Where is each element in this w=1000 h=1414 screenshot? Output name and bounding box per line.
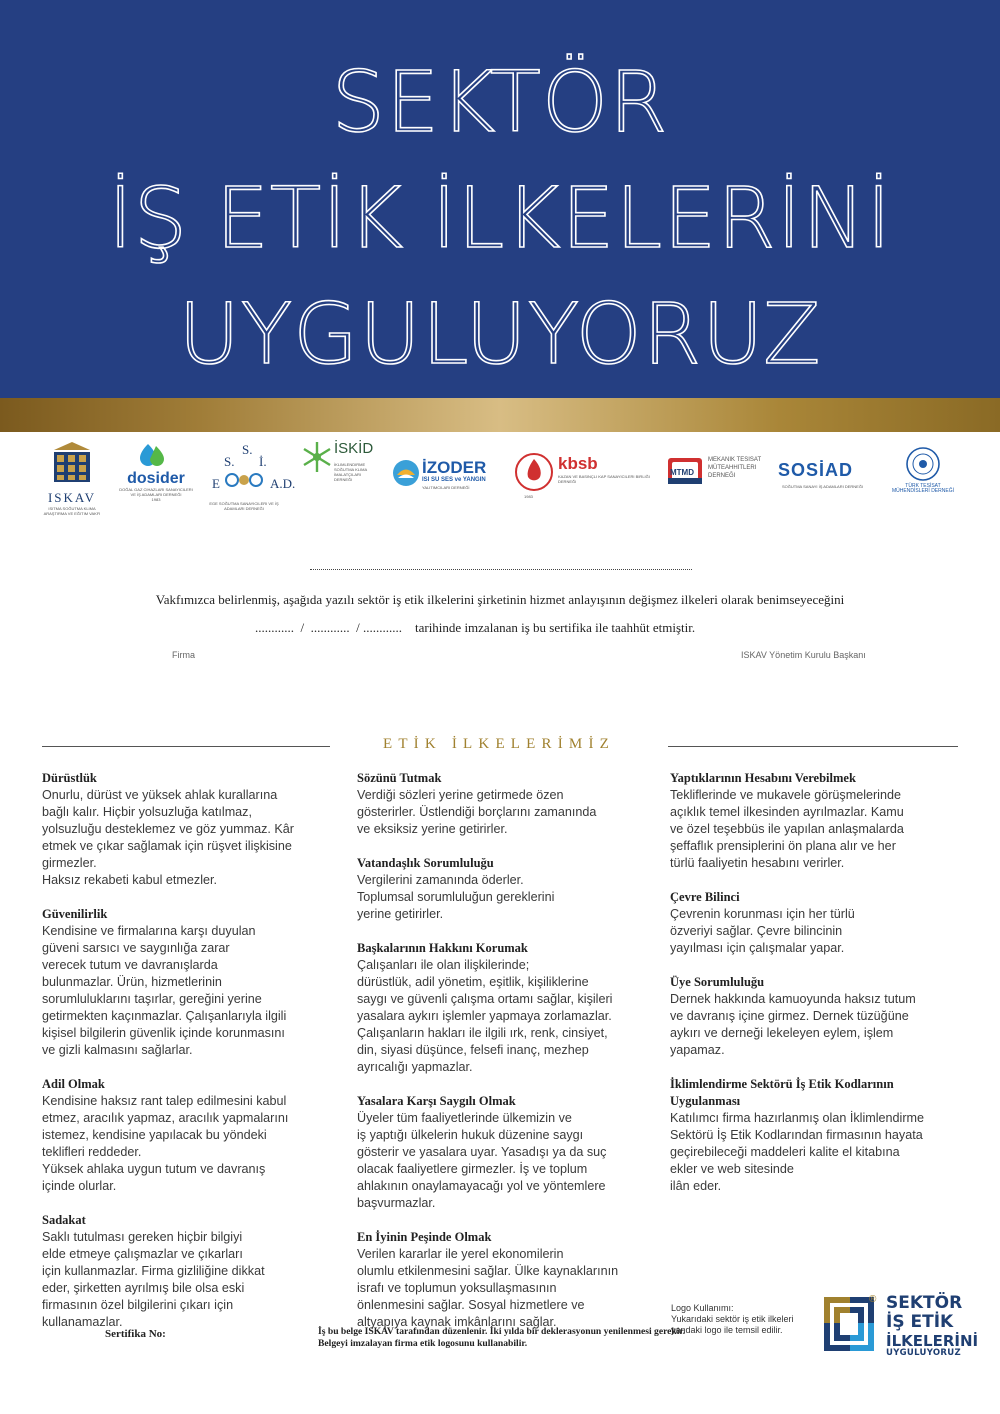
hero-title-line-2: İŞ ETİK İLKELERİNİ bbox=[107, 169, 893, 267]
principle-text: Onurlu, dürüst ve yüksek ahlak kurallarına bağlı kalır. Hiçbir yolsuzluğa katılmaz, yolsuzluğu desteklemez ve göz yummaz. Kâr etmek ve çıkar sağlamak için rüşvet ilişkisine girmezler. Haksız rekabeti kabul etmezler. bbox=[42, 788, 294, 887]
svg-text:A.D.: A.D. bbox=[270, 476, 296, 491]
svg-text:S.: S. bbox=[242, 442, 253, 457]
principle-text: Kendisine ve firmalarına karşı duyulan güveni sarsıcı ve saygınlığa zarar verecek tutum ve davranışlarda bulunmazlar. Ürün, hizmetlerinin sorumluluklarını taşırlar, gereğini yerine getirmekten kaçınmazlar. Çalışanlarıyla ilgili kişisel bilgilerin güvenlik içinde korunmasını ve gizli kalmasını sağlarlar. bbox=[42, 924, 287, 1057]
commitment-text-2-tail: tarihinde imzalanan iş bu sertifika ile taahhüt etmiştir. bbox=[414, 620, 696, 635]
logo-usage-text: Yukarıdaki sektör iş etik ilkeleri yandaki logo ile temsil edilir. bbox=[671, 1314, 794, 1335]
logo-iskid bbox=[302, 440, 372, 512]
logo-ttmd bbox=[886, 440, 960, 512]
principle-title: Yaptıklarının Hesabını Verebilmek bbox=[670, 771, 856, 785]
svg-text:S.: S. bbox=[224, 454, 235, 469]
logo-ttmd-sub: TÜRK TESİSAT MÜHENDİSLERİ DERNEĞİ bbox=[892, 483, 954, 494]
principle-item bbox=[670, 770, 960, 872]
logo-kbsb-year: 1983 bbox=[524, 494, 533, 499]
commitment-text-1: Vakfımızca belirlenmiş, aşağıda yazılı sektör iş etik ilkelerini şirketinin hizmet anlayışının değişmez ilkeleri olarak benimseyeceğini bbox=[155, 592, 845, 607]
logo-izoder-sub: YALITIMCILARI DERNEĞİ bbox=[422, 485, 470, 490]
footer-note-line-2: Belgeyi imzalayan firma etik logosunu kullanabilir. bbox=[318, 1338, 528, 1349]
principle-text: Saklı tutulması gereken hiçbir bilgiyi elde etmeye çalışmazlar ve çıkarları için kullanmazlar. Firma gizliliğine dikkat eder, şirketten ayrılmış bile olsa eski firmasının özel bilgilerini çıkarı için kullanamazlar. bbox=[42, 1230, 265, 1329]
ethics-brand-logo bbox=[822, 1292, 979, 1358]
signature-firm-label: Firma bbox=[172, 650, 195, 660]
logo-mtmd-name: MTMD bbox=[670, 468, 694, 477]
logo-izoder bbox=[392, 440, 496, 512]
dosider-drop-icon bbox=[118, 440, 194, 466]
company-name-blank bbox=[310, 560, 692, 570]
principle-title: İklimlendirme Sektörü İş Etik Kodlarının Uygulanması bbox=[670, 1077, 894, 1108]
principle-title: Sadakat bbox=[42, 1213, 86, 1227]
principle-title: Sözünü Tutmak bbox=[357, 771, 442, 785]
logo-dosider-name: dosider bbox=[127, 470, 185, 487]
logo-iskid-sub: İKLIMLENDIRME SOĞUTMA KLIMA İMALATÇILARI DERNEĞI bbox=[334, 462, 367, 482]
principle-item bbox=[357, 770, 639, 838]
registered-mark: ® bbox=[869, 1294, 877, 1305]
principles-column-2 bbox=[357, 770, 639, 1348]
association-logos bbox=[40, 440, 960, 516]
logo-iskid-name: İSKİD bbox=[334, 440, 374, 457]
principle-text: Katılımcı firma hazırlanmış olan İklimlendirme Sektörü İş Etik Kodlarından firmasının hayata geçirebileceği maddeleri kalite el kitabına ekler ve web sitesinde ilân eder. bbox=[670, 1111, 925, 1193]
principle-item bbox=[670, 974, 960, 1059]
logo-dosider-sub: DOĞAL GAZ CIHAZLARI SANAYICILERI VE İŞ ADAMLARI DERNEĞI bbox=[119, 487, 193, 497]
hero-title-line-3: UYGULUYORUZ bbox=[178, 285, 822, 383]
header-rule-left bbox=[42, 746, 330, 747]
principle-text: Kendisine haksız rant talep edilmesini kabul etmez, aracılık yapmaz, aracılık yapmalarını istemez, kendisine yapılacak bu yöndeki teklifleri reddeder. Yüksek ahlaka uygun tutum ve davranış içinde olurlar. bbox=[42, 1094, 289, 1193]
principle-item bbox=[42, 906, 324, 1059]
logo-essiad bbox=[202, 440, 296, 512]
logo-sosiad-name: SOSİAD bbox=[778, 460, 854, 480]
principle-text: Vergilerini zamanında öderler. Toplumsal sorumluluğun gereklerini yerine getirirler. bbox=[357, 873, 555, 921]
principle-item bbox=[42, 1076, 324, 1195]
hero-title bbox=[0, 44, 1000, 392]
essiad-snowflake-icon bbox=[202, 440, 296, 494]
principle-text: Dernek hakkında kamuoyunda haksız tutum ve davranış içine girmez. Dernek tüzüğüne aykırı ve derneği lekeleyen eylem, işlem yapamaz. bbox=[670, 992, 916, 1057]
hero-title-line-1: SEKTÖR bbox=[331, 53, 669, 151]
principle-text: Verdiği sözleri yerine getirmede özen gösterirler. Üstlendiği borçlarını zamanında ve eksiksiz yerine getirirler. bbox=[357, 788, 597, 836]
logo-mtmd-sub: MEKANIK TESISAT MÜTEAHHITLERI DERNEĞI bbox=[708, 457, 762, 479]
footer-note-line-1: İş bu belge ISKAV tarafından düzenlenir. İki yılda bir deklerasyonun yenilenmesi gerekir. bbox=[318, 1326, 686, 1337]
svg-text:E: E bbox=[212, 476, 220, 491]
commitment-text-2 bbox=[255, 620, 775, 636]
principle-item bbox=[670, 1076, 960, 1195]
principle-item bbox=[357, 940, 639, 1076]
footer-note bbox=[318, 1326, 788, 1350]
brand-line-2: İŞ ETİK bbox=[886, 1312, 954, 1332]
principle-text: Üyeler tüm faaliyetlerinde ülkemizin ve iş yaptığı ülkelerin hukuk düzenine saygı gösterir ve yasalara uyar. Yasadışı ya da suç olacak faaliyetlere girmezler. İş ve toplum ahlakının onaylamayacağı yol ve yöntemlere başvurmazlar. bbox=[357, 1111, 607, 1210]
principle-item bbox=[357, 1229, 639, 1331]
principle-text: Verilen kararlar ile yerel ekonomilerin olumlu etkilenmesini sağlar. Ülke kaynaklarının israfı ve toplumun yoksullaşmasının önlenmesini sağlar. Sosyal hizmetlere ve altyapıya kaynak imkânlarını sağlar. bbox=[357, 1247, 619, 1329]
principle-title: Vatandaşlık Sorumluluğu bbox=[357, 856, 494, 870]
logo-usage-heading: Logo Kullanımı: bbox=[671, 1303, 734, 1313]
logo-sosiad-sub: SOĞUTMA SANAYI İŞ ADAMLARI DERNEĞI bbox=[782, 484, 864, 489]
gold-divider-band bbox=[0, 398, 1000, 432]
principle-text: Çevrenin korunması için her türlü özveriyi sağlar. Çevre bilincinin yayılması için çalışmalar yapar. bbox=[670, 907, 855, 955]
principle-item bbox=[357, 855, 639, 923]
principle-title: Dürüstlük bbox=[42, 771, 97, 785]
brand-line-3: İLKELERİNİ bbox=[886, 1332, 979, 1350]
logo-iskav-name: ISKAV bbox=[47, 490, 97, 505]
principle-item bbox=[42, 770, 324, 889]
iskid-snowflake-icon bbox=[302, 440, 332, 474]
principle-text: Çalışanları ile olan ilişkilerinde; dürüstlük, adil yönetim, eşitlik, kişiliklerine saygı ve güvenli çalışma ortamı sağlar, kişileri yasalara aykırı işlemler yapmaya zorlamazlar. Çalışanların hakları ile ilgili ırk, renk, cinsiyet, din, siyasi düşünce, felsefi inanç, mezhep ayrıcalığı yapmazlar. bbox=[357, 958, 613, 1074]
logo-iskav-sub: ISITMA SOĞUTMA KLIMA ARAŞTIRMA VE EĞITIM VAKFI bbox=[43, 506, 101, 516]
principles-column-3 bbox=[670, 770, 960, 1212]
hero-banner bbox=[0, 0, 1000, 398]
principle-item bbox=[670, 889, 960, 957]
principles-column-1 bbox=[42, 770, 324, 1348]
svg-text:İ.: İ. bbox=[259, 454, 267, 469]
iskav-emblem-icon bbox=[40, 440, 104, 486]
certificate-number-label: Sertifika No: bbox=[105, 1328, 166, 1340]
logo-dosider-year: 1983 bbox=[151, 497, 161, 502]
signature-chairman-label: ISKAV Yönetim Kurulu Başkanı bbox=[741, 650, 866, 660]
principle-item bbox=[42, 1212, 324, 1331]
izoder-drop-icon bbox=[392, 458, 420, 488]
principle-title: En İyinin Peşinde Olmak bbox=[357, 1230, 492, 1244]
brand-line-4: UYGULUYORUZ bbox=[886, 1348, 961, 1358]
principle-title: Başkalarının Hakkını Korumak bbox=[357, 941, 528, 955]
logo-kbsb bbox=[514, 440, 654, 512]
ethics-section-title: ETİK İLKELERİMİZ bbox=[382, 736, 616, 752]
principle-title: Üye Sorumluluğu bbox=[670, 975, 765, 989]
ethics-section-header bbox=[42, 736, 958, 756]
logo-izoder-sub1: ISI SU SES ve YANGIN bbox=[422, 477, 486, 483]
header-rule-right bbox=[668, 746, 958, 747]
date-blank: ............ / ............ / ............ bbox=[255, 620, 402, 635]
logo-sosiad bbox=[778, 440, 874, 512]
principle-title: Adil Olmak bbox=[42, 1077, 105, 1091]
principle-title: Çevre Bilinci bbox=[670, 890, 740, 904]
logo-kbsb-sub: KAZAN VE BASINÇLI KAP SANAYICILERI BIRLIĞI DERNEĞI bbox=[558, 474, 650, 484]
logo-essiad-sub: EGE SOĞUTMA SANAYICILERI VE İŞ ADAMLARI DERNEĞI bbox=[209, 501, 279, 511]
kbsb-flame-icon bbox=[514, 452, 554, 492]
logo-izoder-name: İZODER bbox=[422, 458, 487, 477]
principle-item bbox=[357, 1093, 639, 1212]
logo-iskav bbox=[40, 440, 104, 516]
principle-title: Yasalara Karşı Saygılı Olmak bbox=[357, 1094, 516, 1108]
brand-line-1: SEKTÖR bbox=[886, 1293, 963, 1313]
principle-title: Güvenilirlik bbox=[42, 907, 108, 921]
logo-mtmd bbox=[666, 440, 766, 512]
logo-dosider bbox=[118, 440, 194, 512]
logo-kbsb-name: kbsb bbox=[558, 454, 598, 473]
ttmd-seal-icon bbox=[905, 446, 941, 482]
principle-text: Tekliflerinde ve mukavele görüşmelerinde açıklık temel ilkesinden ayrılmazlar. Kamu ve özel teşebbüs ile yapılan anlaşmalarda şeffaflık prensiplerini ön plana alır ve her türlü faaliyetin hesabını verirler. bbox=[670, 788, 904, 870]
